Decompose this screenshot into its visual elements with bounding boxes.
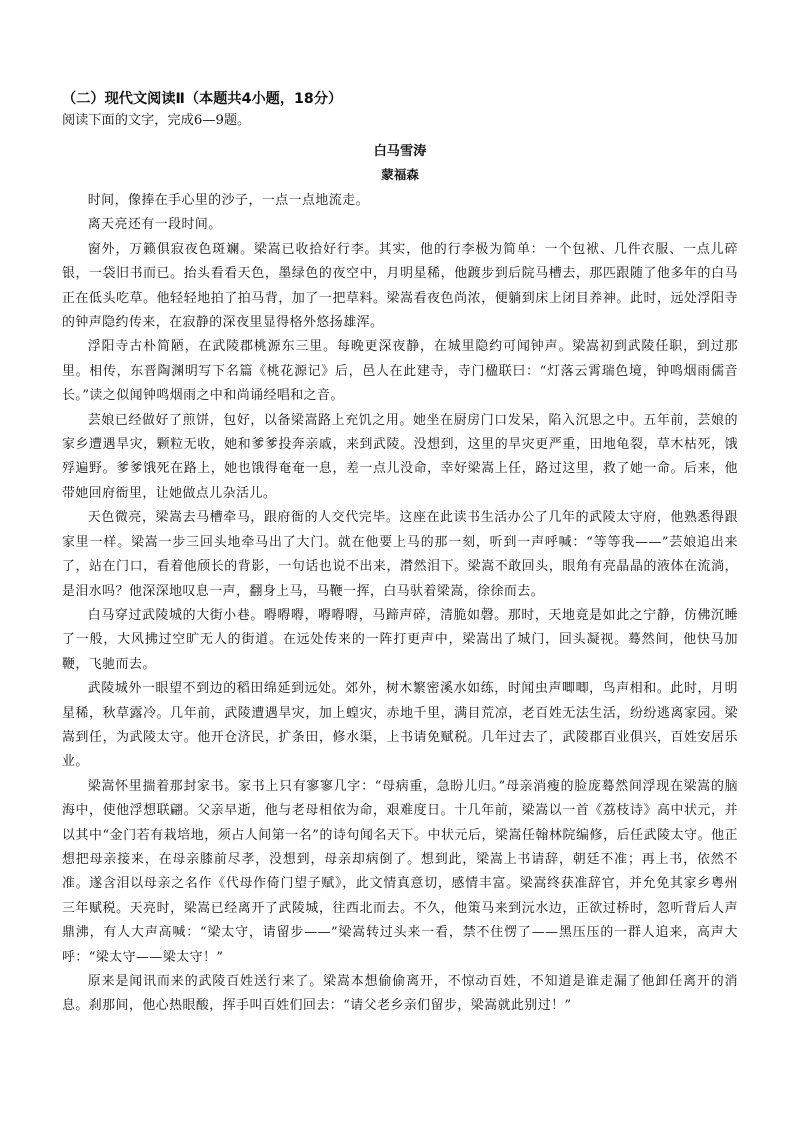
reading-instruction: 阅读下面的文字，完成6—9题。 <box>62 113 251 128</box>
paragraph: 窗外，万籁俱寂夜色斑斓。梁嵩已收拾好行李。其实，他的行李极为简单：一个包袱、几件衣服、一点儿碎银，一袋旧书而已。抬头看看天色，墨绿色的夜空中，月明星稀，他踱步到后院马槽去，那匹跟随了他多年的白马正在低头吃草。他轻轻地拍了拍马背，加了一把草料。梁嵩看夜色尚浓，便躺到床上闭目养神。此时，远处浮阳寺的钟声隐约传来，在寂静的深夜里显得格外悠扬雄浑。 <box>62 241 738 331</box>
paragraph: 武陵城外一眼望不到边的稻田绵延到远处。郊外，树木繁密溪水如练，时闻虫声唧唧，鸟声相和。此时，月明星稀，秋草露冷。几年前，武陵遭遇旱灾，加上蝗灾，赤地千里，满目荒凉，老百姓无法生活，纷纷逃离家园。梁嵩到任，为武陵太守。他开仓济民，扩条田，修水渠，上书请免赋税。几年过去了，武陵郡百业俱兴，百姓安居乐业。 <box>62 681 738 770</box>
paragraph: 离天亮还有一段时间。 <box>87 217 222 233</box>
paragraph: 白马穿过武陵城的大街小巷。嘚嘚嘚，嘚嘚嘚，马蹄声碎，清脆如磬。那时，天地竟是如此之宁静，仿佛沉睡了一般，大风拂过空旷无人的街道。在远处传来的一阵打更声中，梁嵩出了城门，回头凝视。蓦然间，他快马加鞭，飞驰而去。 <box>62 607 738 672</box>
paragraph: 梁嵩怀里揣着那封家书。家书上只有寥寥几字：“母病重，急盼儿归。”母亲消瘦的脸庞蓦然间浮现在梁嵩的脑海中，使他浮想联翩。父亲早逝，他与老母相依为命，艰难度日。十几年前，梁嵩以一首《荔枝诗》高中状元，并以其中“金门若有栽培地，须占人间第一名”的诗句闻名天下。中状元后，梁嵩任翰林院编修，后任武陵太守。他正想把母亲接来，在母亲膝前尽孝，没想到，母亲却病倒了。想到此，梁嵩上书请辞，朝廷不准；再上书，依然不准。遂含泪以母亲之名作《代母作倚门望子赋》，此文情真意切，感情丰富。梁嵩终获准辞官，并允免其家乡粤州三年赋税。天亮时，梁嵩已经离开了武陵城，往西北而去。不久，他策马来到沅水边，正欲过桥时，忽听背后人声鼎沸，有人大声高喊：“梁太守，请留步——”梁嵩转过头来一看，禁不住愣了——黑压压的一群人追来，高声大呼：“梁太守——梁太守！” <box>62 778 738 965</box>
paragraph: 时间，像捧在手心里的沙子，一点一点地流走。 <box>87 193 369 208</box>
paragraph: 天色微亮，梁嵩去马槽牵马，跟府衙的人交代完毕。这座在此读书生活办公了几年的武陵太守府，他熟悉得跟家里一样。梁嵩一步三回头地牵马出了大门。就在他要上马的那一刻，听到一声呼喊：“等等我——”芸娘追出来了，站在门口，看着他颀长的背影，一句话也说不出来，潸然泪下。梁嵩不敢回头，眼角有亮晶晶的液体在流淌，是泪水吗？他深深地叹息一声，翻身上马，马鞭一挥，白马驮着梁嵩，徐徐而去。 <box>62 510 738 599</box>
paragraph: 芸娘已经做好了煎饼，包好，以备梁嵩路上充饥之用。她坐在厨房门口发呆，陷入沉思之中。五年前，芸娘的家乡遭遇旱灾，颗粒无收，她和爹爹投奔亲戚，来到武陵。没想到，这里的旱灾更严重，田地龟裂，草木枯死，饿殍遍野。爹爹饿死在路上，她也饿得奄奄一息，差一点儿没命，幸好梁嵩上任，路过这里，救了她一命。后来，他带她回府衙里，让她做点儿杂活儿。 <box>62 412 738 501</box>
article-author: 蒙福森 <box>381 167 419 182</box>
section-heading: （二）现代文阅读Ⅱ（本题共4小题，18分） <box>62 91 343 107</box>
paragraph: 浮阳寺古朴简陋，在武陵郡桃源东三里。每晚更深夜静，在城里隐约可闻钟声。梁嵩初到武陵任职，到过那里。相传，东晋陶渊明写下名篇《桃花源记》后，邑人在此建寺，寺门楹联曰：“灯落云霄瑞色境，钟鸣烟雨儒音长。”读之似闻钟鸣烟雨之中和尚诵经唱和之音。 <box>62 339 738 404</box>
paragraph: 原来是闻讯而来的武陵百姓送行来了。梁嵩本想偷偷离开，不惊动百姓，不知道是谁走漏了他卸任离开的消息。刹那间，他心热眼酸，挥手叫百姓们回去：“请父老乡亲们留步，梁嵩就此别过！” <box>62 974 738 1014</box>
article-title: 白马雪涛 <box>373 144 427 159</box>
document-page <box>62 88 738 1019</box>
